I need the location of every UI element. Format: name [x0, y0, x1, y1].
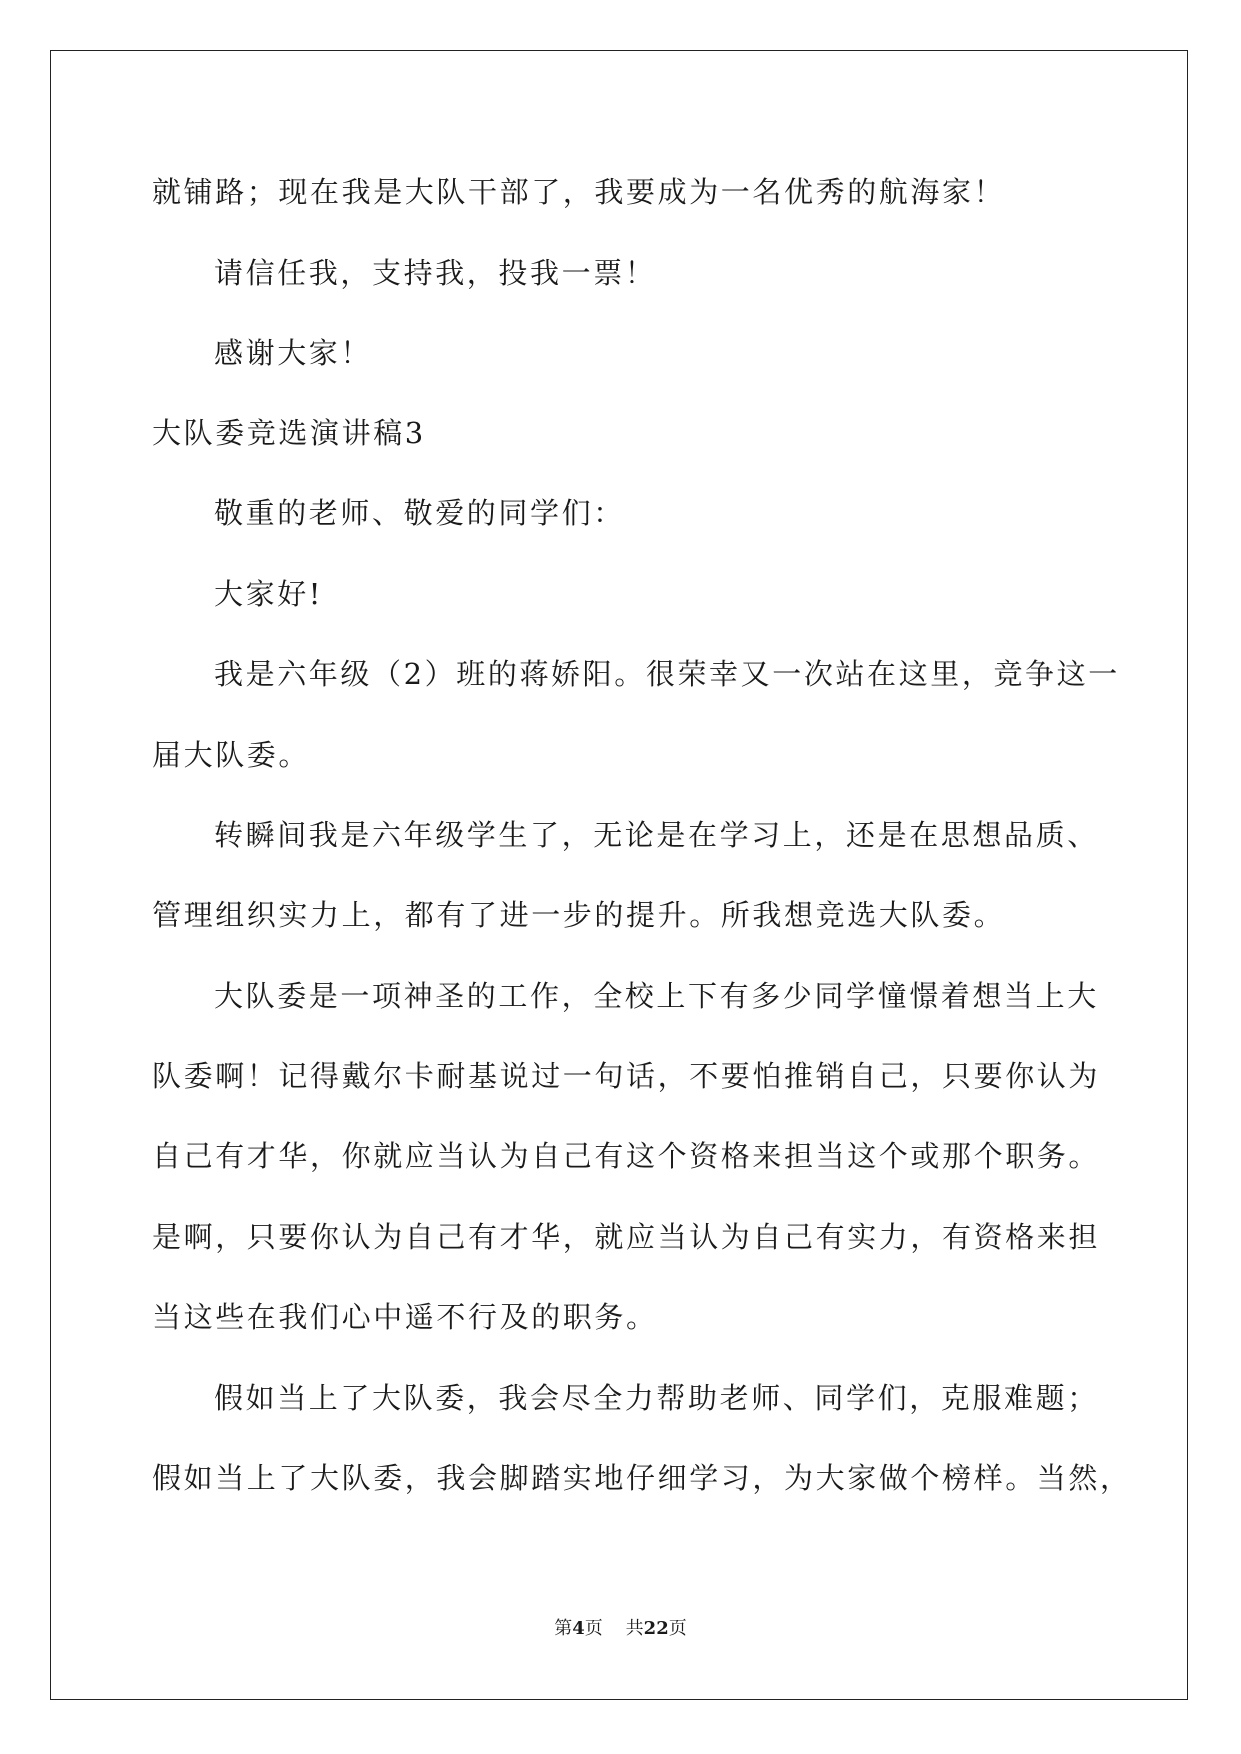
page-footer	[0, 1617, 1241, 1641]
paragraph-line: 转瞬间我是六年级学生了，无论是在学习上，还是在思想品质、	[214, 818, 1099, 852]
page-label-suffix: 页	[584, 1618, 603, 1639]
paragraph-line: 敬重的老师、敬爱的同学们：	[214, 496, 625, 530]
total-label-prefix: 共	[625, 1618, 644, 1639]
paragraph-line: 请信任我，支持我，投我一票！	[214, 256, 657, 290]
paragraph-line: 管理组织实力上，都有了进一步的提升。所我想竞选大队委。	[152, 898, 1006, 932]
paragraph-line: 大队委是一项神圣的工作，全校上下有多少同学憧憬着想当上大	[214, 979, 1099, 1013]
paragraph-line: 感谢大家！	[214, 336, 373, 370]
paragraph-line: 我是六年级（2）班的蒋娇阳。很荣幸又一次站在这里，竞争这一	[214, 657, 1120, 691]
paragraph-line: 届大队委。	[152, 738, 311, 772]
total-pages: 22	[643, 1618, 669, 1639]
total-label-suffix: 页	[668, 1618, 687, 1639]
page-border	[50, 50, 1188, 1700]
paragraph-line: 当这些在我们心中遥不行及的职务。	[152, 1300, 658, 1334]
paragraph-line: 假如当上了大队委，我会尽全力帮助老师、同学们，克服难题；	[214, 1381, 1099, 1415]
paragraph-line: 队委啊！记得戴尔卡耐基说过一句话，不要怕推销自己，只要你认为	[152, 1059, 1101, 1093]
paragraph-line: 是啊，只要你认为自己有才华，就应当认为自己有实力，有资格来担	[152, 1220, 1101, 1254]
paragraph-line: 大家好!	[214, 577, 324, 611]
paragraph-line: 就铺路；现在我是大队干部了，我要成为一名优秀的航海家！	[152, 175, 1006, 209]
page-number: 4	[572, 1618, 585, 1639]
paragraph-line: 自己有才华，你就应当认为自己有这个资格来担当这个或那个职务。	[152, 1139, 1101, 1173]
section-heading: 大队委竞选演讲稿3	[152, 416, 426, 450]
paragraph-line: 假如当上了大队委，我会脚踏实地仔细学习，为大家做个榜样。当然，	[152, 1461, 1132, 1495]
page-label-prefix: 第	[554, 1618, 573, 1639]
